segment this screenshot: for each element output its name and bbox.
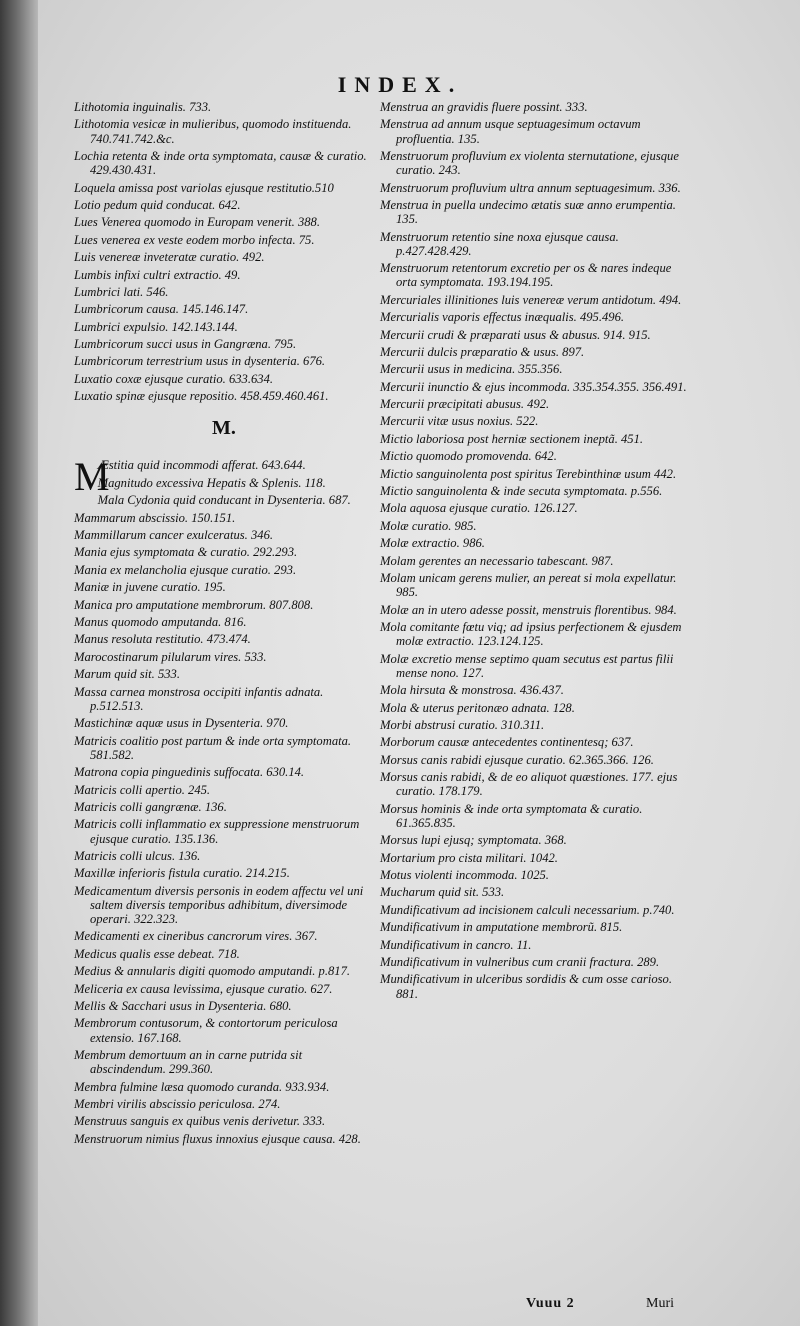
- index-entry: [74, 149, 374, 177]
- index-entry: [74, 667, 374, 681]
- index-entry: [74, 1016, 374, 1044]
- entry-text: Molam gerentes an necessario tabescant. 987.: [380, 553, 614, 568]
- entry-text: Meliceria ex causa levissima, ejusque curatio. 627.: [74, 981, 333, 996]
- entry-text: Mundificativum in ulceribus sordidis & cum osse carioso. 881.: [380, 972, 672, 1001]
- entry-text: Massa carnea monstrosa occipiti infantis adnata. p.512.513.: [74, 684, 324, 713]
- index-entry: [74, 389, 374, 403]
- page-header: INDEX.: [337, 72, 463, 97]
- entry-text: Mortarium pro cista militari. 1042.: [380, 850, 558, 865]
- entry-text: Matricis colli inflammatio ex suppressione menstruorum ejusque curatio. 135.136.: [74, 817, 360, 846]
- entry-text: Mammarum abscissio. 150.151.: [74, 510, 236, 525]
- entry-text: Mictio sanguinolenta & inde secuta symptomata. p.556.: [380, 484, 663, 499]
- index-entry: [74, 1114, 374, 1128]
- entry-text: Morsus canis rabidi ejusque curatio. 62.365.366. 126.: [380, 752, 654, 767]
- entry-text: Mercurii crudi & præparati usus & abusus. 914. 915.: [380, 327, 651, 342]
- entry-text: Luxatio coxæ ejusque curatio. 633.634.: [74, 371, 274, 386]
- entry-text: Morsus lupi ejusq; symptomata. 368.: [380, 833, 567, 848]
- entry-text: Matricis coalitio post partum & inde orta symptomata. 581.582.: [74, 733, 352, 762]
- entry-text: Molæ extractio. 986.: [380, 536, 485, 551]
- entry-text: Menstruorum profluvium ultra annum septuagesimum. 336.: [380, 180, 681, 195]
- entry-text: Marocostinarum pilularum vires. 533.: [74, 649, 267, 664]
- entry-text: Menstrua an gravidis fluere possint. 333.: [380, 100, 588, 114]
- entry-text: Mellis & Sacchari usus in Dysenteria. 680.: [74, 999, 292, 1014]
- entry-text: Mictio laboriosa post herniæ sectionem ineptã. 451.: [380, 431, 644, 446]
- right-column: [380, 100, 692, 1004]
- index-entry: [74, 476, 374, 490]
- entry-text: Menstrua in puella undecimo ætatis suæ anno erumpentia. 135.: [380, 197, 676, 227]
- left-entries-m: [74, 454, 374, 1146]
- index-entry: [74, 100, 374, 114]
- entry-text: Matricis colli apertio. 245.: [74, 782, 211, 797]
- entry-text: Mola & uterus peritonæo adnata. 128.: [380, 700, 575, 715]
- index-entry: [380, 701, 692, 715]
- index-entry: [380, 261, 692, 289]
- entry-text: Luxatio spinæ ejusque repositio. 458.459.460.461.: [74, 389, 329, 404]
- right-entries: [380, 100, 692, 1001]
- index-entry: [74, 563, 374, 577]
- index-entry: [74, 783, 374, 797]
- entry-text: Menstruorum retentio sine noxa ejusque causa. p.427.428.429.: [380, 229, 619, 258]
- index-entry: [74, 181, 374, 195]
- index-entry: [380, 181, 692, 195]
- index-entry: [74, 337, 374, 351]
- index-entry: [380, 449, 692, 463]
- index-entry: [380, 603, 692, 617]
- entry-text: Membrum demortuum an in carne putrida sit abscindendum. 299.360.: [74, 1048, 303, 1077]
- entry-text: Menstruus sanguis ex quibus venis derivetur. 333.: [74, 1114, 326, 1129]
- entry-text: Mictio sanguinolenta post spiritus Terebinthinæ usum 442.: [380, 466, 677, 481]
- index-entry: [74, 650, 374, 664]
- index-entry: [74, 800, 374, 814]
- entry-text: Manus quomodo amputanda. 816.: [74, 614, 247, 629]
- entry-text: Loquela amissa post variolas ejusque restitutio.510: [74, 180, 334, 195]
- entry-text: Mercurii vitæ usus noxius. 522.: [380, 414, 539, 429]
- index-entry: [74, 1080, 374, 1094]
- index-entry: [74, 215, 374, 229]
- index-entry: [380, 397, 692, 411]
- entry-text: Mercuriales illinitiones luis venereæ verum antidotum. 494.: [380, 292, 682, 307]
- index-entry: [380, 198, 692, 226]
- index-entry: [380, 571, 692, 599]
- index-entry: [74, 999, 374, 1013]
- index-entry: [380, 484, 692, 498]
- entry-text: Mercurialis vaporis effectus inæqualis. 495.496.: [380, 310, 625, 325]
- index-entry: [380, 149, 692, 177]
- index-entry: [380, 310, 692, 324]
- entry-text: Mercurii inunctio & ejus incommoda. 335.354.355. 356.491.: [380, 379, 687, 394]
- index-entry: [380, 362, 692, 376]
- index-entry: [380, 432, 692, 446]
- entry-text: Lumbricorum succi usus in Gangræna. 795.: [74, 337, 297, 352]
- signature-mark: Vuuu 2: [526, 1296, 575, 1311]
- index-entry: [380, 380, 692, 394]
- entry-text: Mania ejus symptomata & curatio. 292.293.: [74, 545, 298, 560]
- index-entry: [74, 545, 374, 559]
- left-column: [74, 100, 374, 1149]
- entry-text: Lochia retenta & inde orta symptomata, causæ & curatio. 429.430.431.: [74, 148, 367, 178]
- index-entry: [380, 851, 692, 865]
- entry-text: Morsus canis rabidi, & de eo aliquot quæstiones. 177. ejus curatio. 178.179.: [380, 770, 678, 799]
- entry-text: Luis venereæ inveteratæ curatio. 492.: [74, 250, 265, 265]
- entry-text: Maniæ in juvene curatio. 195.: [74, 580, 226, 595]
- index-entry: [380, 554, 692, 568]
- index-entry: [74, 1132, 374, 1146]
- index-entry: [380, 972, 692, 1000]
- entry-text: Membri virilis abscissio periculosa. 274.: [74, 1097, 281, 1111]
- entry-text: Mola hirsuta & monstrosa. 436.437.: [380, 683, 564, 698]
- entry-text: Mundificativum in amputatione membrorũ. 815.: [380, 920, 623, 935]
- entry-text: Matricis colli gangrænæ. 136.: [74, 799, 227, 814]
- entry-text: Morborum causæ antecedentes continentesq; 637.: [380, 735, 634, 750]
- entry-text: Matrona copia pinguedinis suffocata. 630.14.: [74, 765, 305, 780]
- index-entry: [74, 268, 374, 282]
- index-entry: [380, 501, 692, 515]
- index-entry: [380, 920, 692, 934]
- entry-text: Maxillæ inferioris fistula curatio. 214.215.: [74, 866, 290, 881]
- entry-text: Mundificativum in vulneribus cum cranii fractura. 289.: [380, 955, 660, 970]
- index-entry: [74, 765, 374, 779]
- index-entry: [74, 302, 374, 316]
- index-entry: [74, 580, 374, 594]
- index-entry: [380, 735, 692, 749]
- entry-text: Mola aquosa ejusque curatio. 126.127.: [380, 501, 578, 516]
- index-entry: [74, 685, 374, 713]
- entry-text: Lumbricorum terrestrium usus in dysenteria. 676.: [74, 354, 326, 369]
- entry-text: Lumbis infixi cultri extractio. 49.: [74, 267, 241, 282]
- index-entry: [380, 117, 692, 145]
- entry-text: Medicamenti ex cineribus cancrorum vires. 367.: [74, 929, 318, 944]
- entry-text: Molæ an in utero adesse possit, menstruis florentibus. 984.: [380, 602, 677, 617]
- index-entry: [380, 833, 692, 847]
- index-entry: [380, 885, 692, 899]
- index-entry: [380, 536, 692, 550]
- entry-text: Morbi abstrusi curatio. 310.311.: [380, 717, 545, 732]
- index-entry: [380, 802, 692, 830]
- index-entry: [380, 938, 692, 952]
- index-entry: [380, 519, 692, 533]
- index-entry: [74, 849, 374, 863]
- entry-text: Medicamentum diversis personis in eodem affectu vel uni saltem diversis temporibus adhibitum, diversimode operari. 322.323.: [74, 883, 364, 927]
- index-entry: [74, 734, 374, 762]
- index-entry: [380, 955, 692, 969]
- index-entry: [380, 328, 692, 342]
- entry-text: Manica pro amputatione membrorum. 807.808.: [74, 597, 314, 612]
- index-entry: [74, 884, 374, 927]
- entry-text: Molæ curatio. 985.: [380, 518, 477, 533]
- index-entry: [74, 250, 374, 264]
- left-entries-l: [74, 100, 374, 403]
- entry-text: Mercurii præcipitati abusus. 492.: [380, 397, 550, 412]
- catchword: Muri: [646, 1296, 674, 1311]
- index-entry: [74, 817, 374, 845]
- entry-text: Lithotomia vesicæ in mulieribus, quomodo instituenda. 740.741.742.&c.: [74, 117, 352, 146]
- entry-text: Menstrua ad annum usque septuagesimum octavum profluentia. 135.: [380, 117, 641, 146]
- index-entry: [74, 866, 374, 880]
- entry-text: Medicus qualis esse debeat. 718.: [74, 946, 240, 961]
- entry-text: Membra fulmine læsa quomodo curanda. 933.934.: [74, 1079, 330, 1094]
- index-entry: [74, 947, 374, 961]
- entry-text: Marum quid sit. 533.: [74, 667, 181, 682]
- entry-text: Menstruorum retentorum excretio per os & nares indeque orta symptomata. 193.194.195.: [380, 261, 672, 290]
- drop-capital: M: [74, 454, 110, 500]
- index-entry: [380, 100, 692, 114]
- entry-text: Lithotomia inguinalis. 733.: [74, 100, 212, 114]
- index-entry: [74, 528, 374, 542]
- index-entry: [380, 467, 692, 481]
- index-entry: [380, 620, 692, 648]
- index-entry: [380, 903, 692, 917]
- entry-text: Menstruorum nimius fluxus innoxius ejusque causa. 428.: [74, 1131, 361, 1146]
- index-entry: [74, 493, 374, 507]
- entry-text: Matricis colli ulcus. 136.: [74, 848, 201, 863]
- entry-text: Mania ex melancholia ejusque curatio. 293.: [74, 562, 297, 577]
- index-entry: [74, 632, 374, 646]
- entry-text: Lumbricorum causa. 145.146.147.: [74, 302, 249, 317]
- index-entry: [74, 598, 374, 612]
- entry-text: Molæ excretio mense septimo quam secutus est partus filii mense nono. 127.: [380, 651, 674, 680]
- index-entry: [380, 293, 692, 307]
- entry-text: Lumbrici expulsio. 142.143.144.: [74, 319, 238, 334]
- entry-text: Mala Cydonia quid conducant in Dysenteria. 687.: [97, 493, 351, 508]
- entry-text: Morsus hominis & inde orta symptomata & curatio. 61.365.835.: [380, 801, 643, 830]
- index-entry: [74, 198, 374, 212]
- index-entry: [74, 1048, 374, 1076]
- entry-text: Membrorum contusorum, & contortorum periculosa extensio. 167.168.: [74, 1016, 338, 1045]
- book-spine-shadow: [0, 0, 38, 1326]
- entry-text: Lotio pedum quid conducat. 642.: [74, 197, 241, 212]
- entry-text: Mola comitante fœtu viq; ad ipsius perfectionem & ejusdem molæ extractio. 123.124.125.: [380, 619, 682, 649]
- entry-text: Mundificativum in cancro. 11.: [380, 937, 532, 952]
- index-entry: [380, 718, 692, 732]
- entry-text: Mercurii dulcis præparatio & usus. 897.: [380, 344, 585, 359]
- index-entry: [74, 233, 374, 247]
- entry-text: Lumbrici lati. 546.: [74, 284, 169, 299]
- index-entry: [74, 285, 374, 299]
- entry-text: Mucharum quid sit. 533.: [380, 885, 505, 900]
- index-entry: [380, 770, 692, 798]
- index-entry: [74, 511, 374, 525]
- entry-text: Mastichinæ aquæ usus in Dysenteria. 970.: [74, 716, 289, 731]
- entry-text: Mictio quomodo promovenda. 642.: [380, 449, 557, 464]
- index-entry: [380, 652, 692, 680]
- index-entry: [74, 615, 374, 629]
- index-entry: [380, 753, 692, 767]
- index-entry: [380, 414, 692, 428]
- index-entry: [74, 354, 374, 368]
- index-entry: [74, 372, 374, 386]
- index-entry: [74, 929, 374, 943]
- index-entry: [380, 230, 692, 258]
- entry-text: Æstitia quid incommodi afferat. 643.644.: [97, 458, 306, 473]
- index-entry: [380, 345, 692, 359]
- index-entry: [380, 868, 692, 882]
- index-entry: [380, 683, 692, 697]
- entry-text: Magnitudo excessiva Hepatis & Splenis. 118.: [97, 475, 326, 490]
- index-entry: [74, 1097, 374, 1111]
- entry-text: Menstruorum profluvium ex violenta sternutatione, ejusque curatio. 243.: [380, 148, 679, 178]
- entry-text: Manus resoluta restitutio. 473.474.: [74, 632, 251, 647]
- index-entry: [74, 982, 374, 996]
- index-entry: [74, 117, 374, 145]
- entry-text: Medius & annularis digiti quomodo amputandi. p.817.: [74, 964, 351, 979]
- entry-text: Molam unicam gerens mulier, an pereat si mola expellatur. 985.: [380, 571, 677, 600]
- entry-text: Lues venerea ex veste eodem morbo infecta. 75.: [74, 232, 315, 247]
- index-entry: [74, 716, 374, 730]
- entry-text: Motus violenti incommoda. 1025.: [380, 868, 549, 883]
- entry-text: Mundificativum ad incisionem calculi necessarium. p.740.: [380, 902, 675, 917]
- index-entry: [74, 964, 374, 978]
- entry-text: Mercurii usus in medicina. 355.356.: [380, 362, 563, 377]
- section-letter: M.: [212, 417, 236, 440]
- index-entry: [74, 320, 374, 334]
- entry-text: Mammillarum cancer exulceratus. 346.: [74, 528, 274, 543]
- entry-text: Lues Venerea quomodo in Europam venerit. 388.: [74, 215, 321, 230]
